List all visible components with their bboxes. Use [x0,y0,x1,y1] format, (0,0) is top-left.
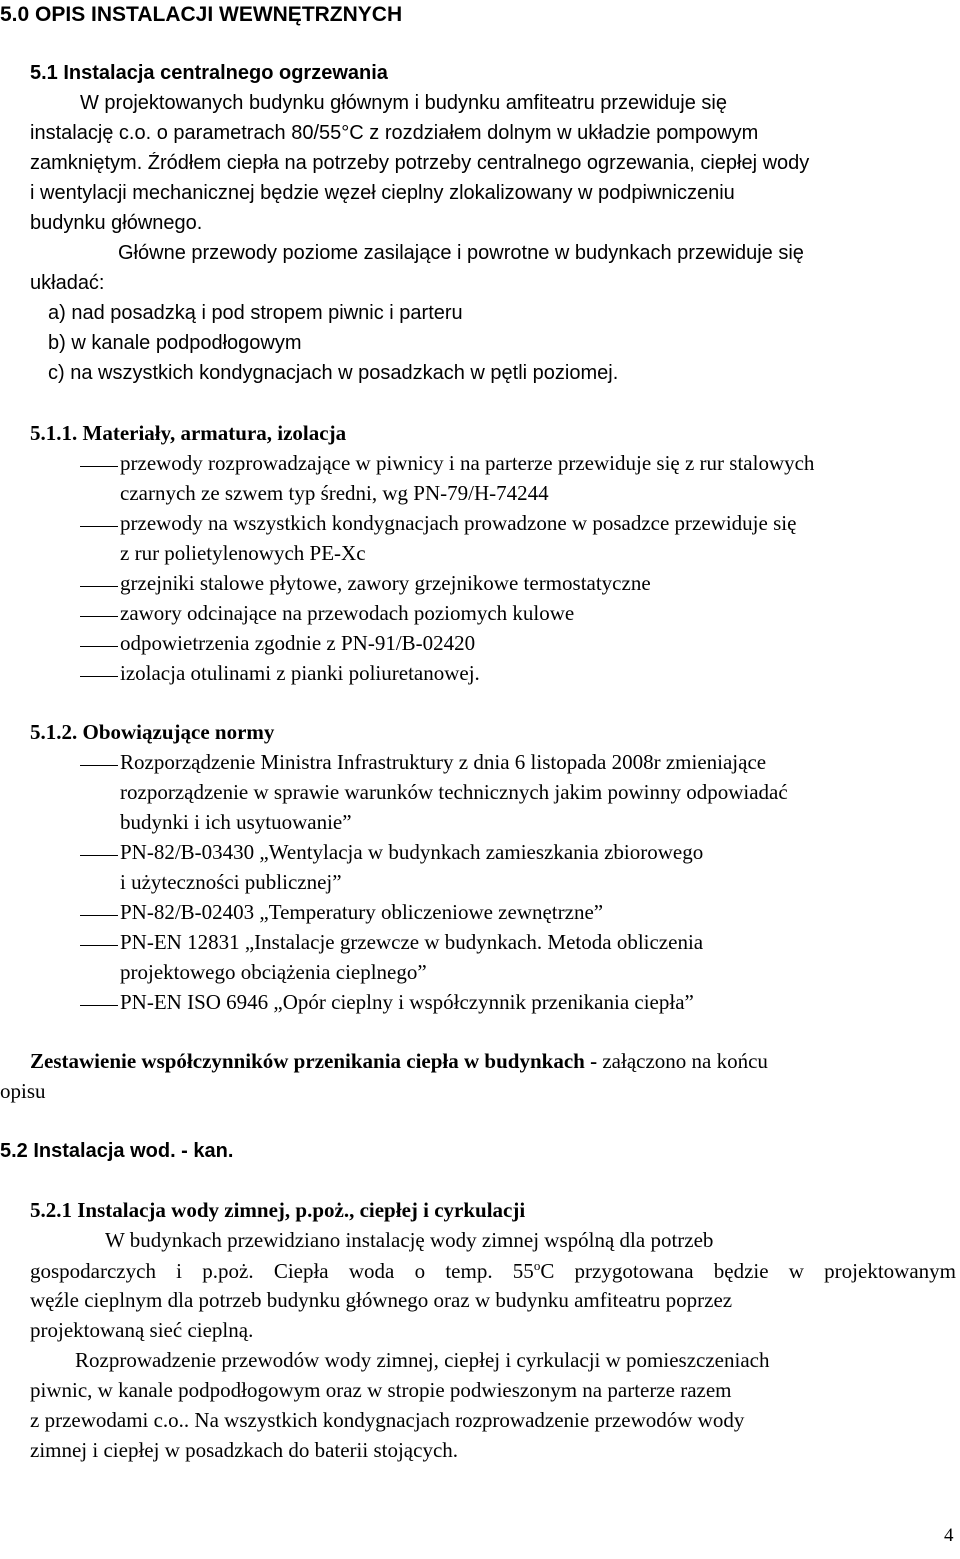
s511-item-3: grzejniki stalowe płytowe, zawory grzejnikowe termostatyczne [120,571,651,595]
s521-p2-line-3: z przewodami c.o.. Na wszystkich kondygnacjach rozprowadzenie przewodów wody [30,1408,745,1432]
s512-norm-1-line-3: budynki i ich usytuowanie” [120,810,352,834]
zestawienie-line-2: opisu [0,1079,46,1103]
s51-p2-line-1: Główne przewody poziome zasilające i powrotne w budynkach przewiduje się [118,242,804,264]
s521-p1-line-1: W budynkach przewidziano instalację wody zimnej wspólną dla potrzeb [105,1228,714,1252]
section-5-2-1-title: 5.2.1 Instalacja wody zimnej, p.poż., ciepłej i cyrkulacji [30,1198,526,1222]
s512-norm-1-line-2: rozporządzenie w sprawie warunków technicznych jakim powinny odpowiadać [120,780,788,804]
s521-p1-line-3: węźle cieplnym dla potrzeb budynku głównego oraz w budynku amfiteatru poprzez [30,1288,733,1312]
dash-bullet [80,526,118,527]
zestawienie-bold: Zestawienie współczynników przenikania ciepła w budynkach [30,1049,585,1073]
dash-bullet [80,945,118,946]
s521-p2-line-2: piwnic, w kanale podpodłogowym oraz w stropie podwieszonym na parterze razem [30,1378,732,1402]
s511-item-5: odpowietrzenia zgodnie z PN-91/B-02420 [120,631,476,655]
s51-list-item-b: b) w kanale podpodłogowym [48,332,302,354]
s512-norm-5: PN-EN ISO 6946 „Opór cieplny i współczynnik przenikania ciepła” [120,990,694,1014]
s511-item-1-line-1: przewody rozprowadzające w piwnicy i na parterze przewiduje się z rur stalowych [120,451,815,475]
zestawienie-rest: załączono na końcu [602,1049,768,1073]
section-5-2-title-text: 5.2 Instalacja wod. - kan. [0,1140,234,1162]
s521-p1-line-4: projektowaną sieć cieplną. [30,1318,254,1342]
dash-bullet [80,855,118,856]
s51-line-5: budynku głównego. [30,212,203,234]
document-heading: 5.0 OPIS INSTALACJI WEWNĘTRZNYCH [0,3,403,26]
dash-bullet [80,765,118,766]
s512-norm-1-line-1: Rozporządzenie Ministra Infrastruktury z dnia 6 listopada 2008r zmieniające [120,750,767,774]
s51-list-item-c: c) na wszystkich kondygnacjach w posadzkach w pętli poziomej. [48,362,619,384]
s51-line-4: i wentylacji mechanicznej będzie węzeł cieplny zlokalizowany w podpiwniczeniu [30,182,735,204]
section-5-1-1-title: 5.1.1. Materiały, armatura, izolacja [30,421,347,445]
s511-item-6: izolacja otulinami z pianki poliuretanowej. [120,661,480,685]
dash-bullet [80,616,118,617]
s511-item-2-line-2: z rur polietylenowych PE-Xc [120,541,366,565]
s51-list-item-a: a) nad posadzką i pod stropem piwnic i parteru [48,302,463,324]
section-5-1-2-title: 5.1.2. Obowiązujące normy [30,720,275,744]
dash-bullet [80,915,118,916]
s521-p2-line-4: zimnej i ciepłej w posadzkach do baterii stojących. [30,1438,459,1462]
page-number: 4 [944,1525,954,1546]
s521-p2-line-1: Rozprowadzenie przewodów wody zimnej, ciepłej i cyrkulacji w pomieszczeniach [75,1348,770,1372]
s512-norm-2-line-2: i użyteczności publicznej” [120,870,342,894]
s512-norm-4-line-1: PN-EN 12831 „Instalacje grzewcze w budynkach. Metoda obliczenia [120,930,704,954]
s511-item-2-line-1: przewody na wszystkich kondygnacjach prowadzone w posadzce przewiduje się [120,511,797,535]
zestawienie-dash: - [584,1049,603,1073]
s51-line-3: zamkniętym. Źródłem ciepła na potrzeby potrzeby centralnego ogrzewania, ciepłej wody [30,152,810,174]
dash-bullet [80,676,118,677]
section-5-1-title: 5.1 Instalacja centralnego ogrzewania [30,62,388,84]
s512-norm-2-line-1: PN-82/B-03430 „Wentylacja w budynkach zamieszkania zbiorowego [120,840,704,864]
s51-line-2: instalację c.o. o parametrach 80/55°C z rozdziałem dolnym w układzie pompowym [30,122,759,144]
s511-item-1-line-2: czarnych ze szwem typ średni, wg PN-79/H-74244 [120,481,549,505]
s511-item-4: zawory odcinające na przewodach poziomych kulowe [120,601,575,625]
s512-norm-3: PN-82/B-02403 „Temperatury obliczeniowe zewnętrzne” [120,900,604,924]
s51-p2-line-2: układać: [30,272,105,294]
s521-p1-line-2 [30,1258,956,1284]
zestawienie-line-1 [30,1049,768,1074]
dash-bullet [80,1005,118,1006]
dash-bullet [80,646,118,647]
dash-bullet [80,586,118,587]
s521-p1-line-2-part-a: gospodarczych i p.poż. Ciepła woda o temp. 55$^o$C przygotowana będzie w projektowanym [30,1258,956,1283]
s51-line-1: W projektowanych budynku głównym i budynku amfiteatru przewiduje się [80,92,727,114]
dash-bullet [80,466,118,467]
s512-norm-4-line-2: projektowego obciążenia cieplnego” [120,960,427,984]
section-5-2-title [0,1138,233,1163]
